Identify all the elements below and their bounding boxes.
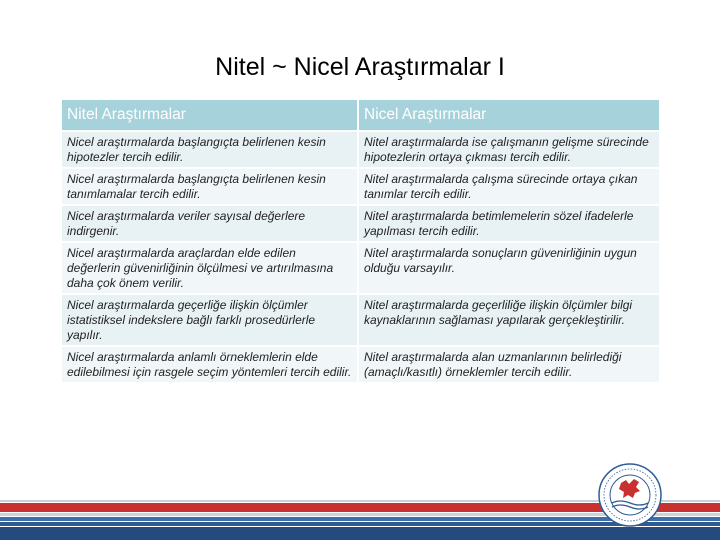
table-header-row [62, 100, 659, 130]
table-cell: Nitel araştırmalarda geçerliliğe ilişkin ölçümler bilgi kaynaklarının sağlaması yapılarak gerçekleştirilir. [359, 295, 659, 345]
header-nitel: Nitel Araştırmalar [62, 100, 357, 130]
header-nicel: Nicel Araştırmalar [359, 100, 659, 130]
table-row [62, 169, 659, 204]
table-row [62, 206, 659, 241]
slide-title: Nitel ~ Nicel Araştırmalar I [215, 53, 505, 81]
table-cell: Nicel araştırmalarda anlamlı örneklemlerin elde edilebilmesi için rasgele seçim yöntemleri tercih edilir. [62, 347, 357, 382]
table-row [62, 132, 659, 167]
table-row [62, 347, 659, 382]
table-row [62, 295, 659, 345]
table-cell: Nitel araştırmalarda çalışma sürecinde ortaya çıkan tanımlar tercih edilir. [359, 169, 659, 204]
table-cell: Nitel araştırmalarda ise çalışmanın gelişme sürecinde hipotezlerin ortaya çıkması tercih edilir. [359, 132, 659, 167]
table-row [62, 243, 659, 293]
comparison-table [60, 98, 661, 384]
table-cell: Nitel araştırmalarda sonuçların güvenirliğinin uygun olduğu varsayılır. [359, 243, 659, 293]
table-cell: Nitel araştırmalarda alan uzmanlarının belirlediği (amaçlı/kasıtlı) örneklemler tercih edilir. [359, 347, 659, 382]
stripe-blue [0, 527, 720, 540]
table-cell: Nicel araştırmalarda geçerliğe ilişkin ölçümler istatistiksel indekslere bağlı farklı prosedürlerle yapılır. [62, 295, 357, 345]
table-cell: Nicel araştırmalarda başlangıçta belirlenen kesin hipotezler tercih edilir. [62, 132, 357, 167]
table-cell: Nitel araştırmalarda betimlemelerin sözel ifadelerle yapılması tercih edilir. [359, 206, 659, 241]
table-cell: Nicel araştırmalarda araçlardan elde edilen değerlerin güvenirliğinin ölçülmesi ve artırılmasına daha çok önem verilir. [62, 243, 357, 293]
university-emblem-icon [598, 463, 662, 527]
table-cell: Nicel araştırmalarda veriler sayısal değerlere indirgenir. [62, 206, 357, 241]
table-cell: Nicel araştırmalarda başlangıçta belirlenen kesin tanımlamalar tercih edilir. [62, 169, 357, 204]
